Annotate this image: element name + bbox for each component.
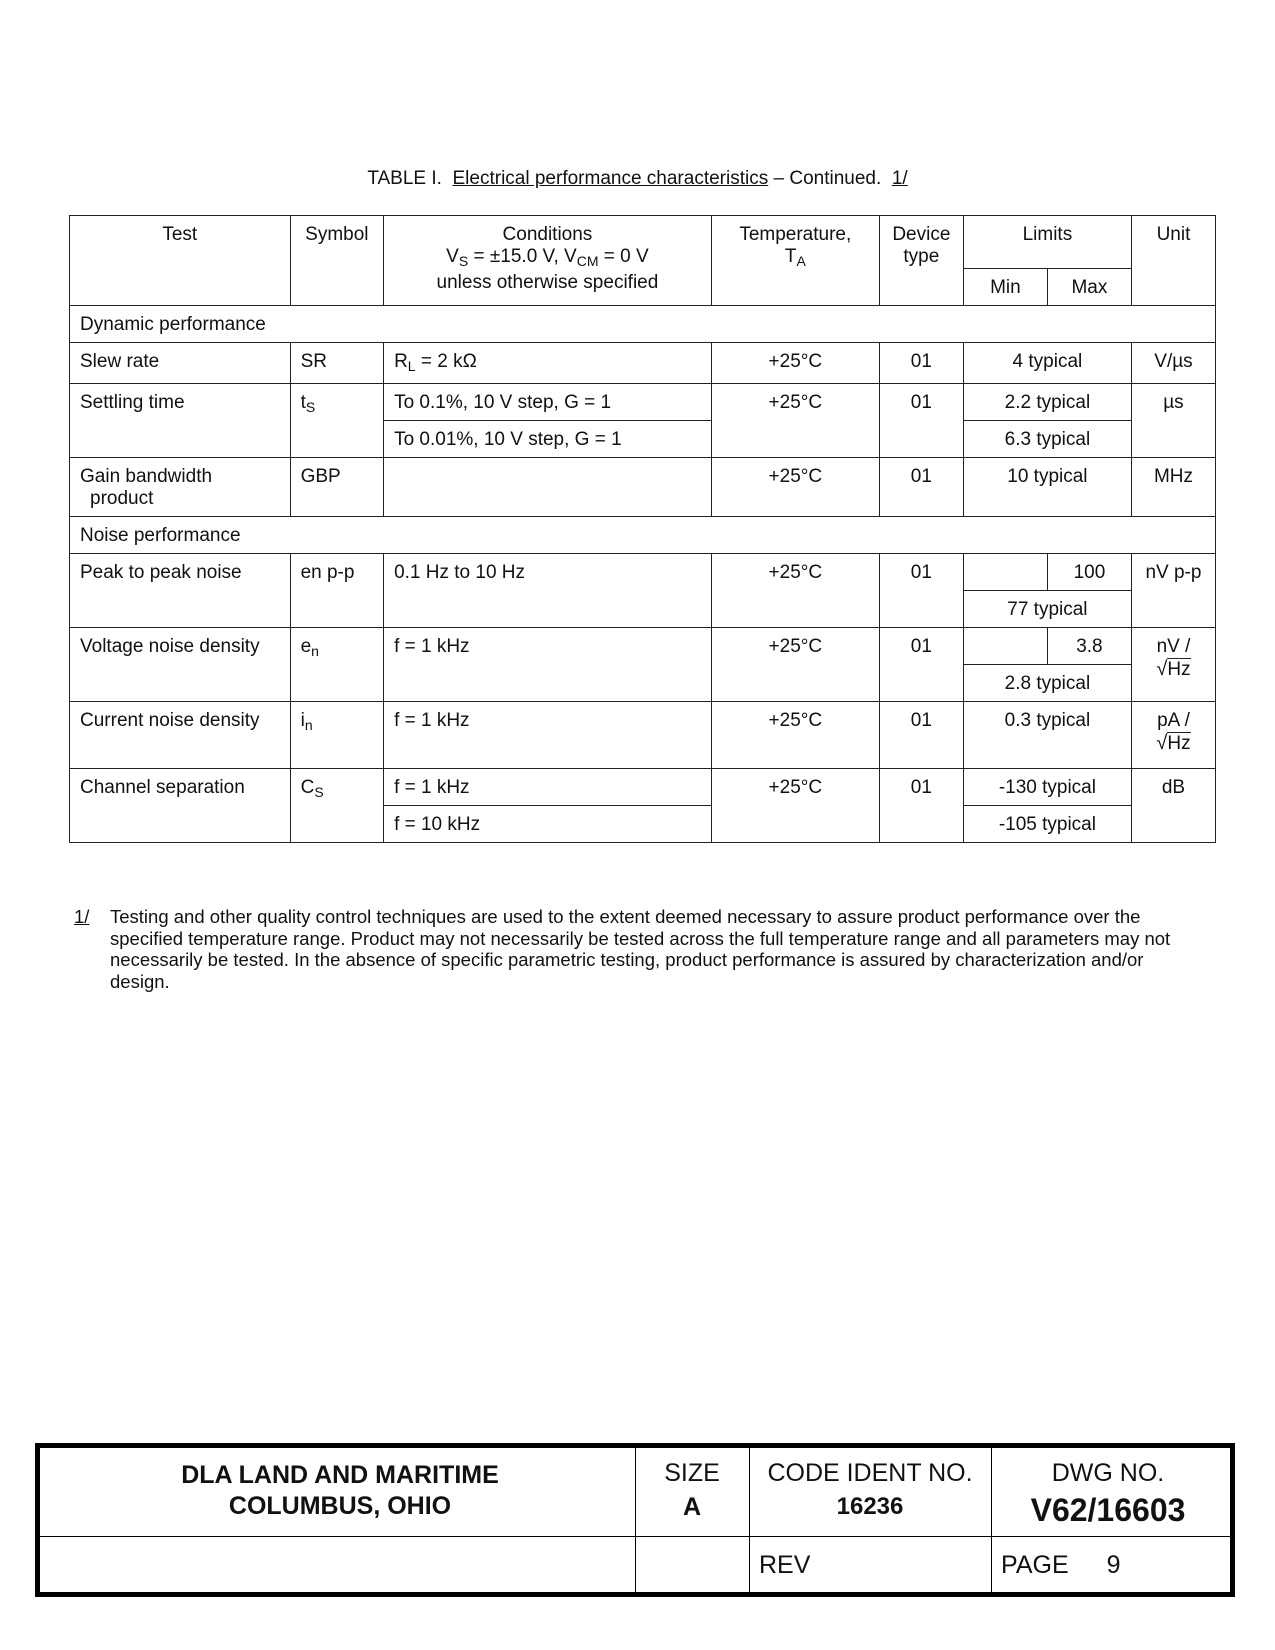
row-test: Peak to peak noise (70, 554, 291, 628)
row-symbol: en p-p (290, 554, 383, 628)
section-row (70, 517, 1216, 554)
row-conditions: To 0.01%, 10 V step, G = 1 (384, 421, 712, 458)
row-min (963, 554, 1047, 591)
header-min: Min (963, 269, 1047, 306)
row-unit: dB (1131, 769, 1215, 843)
performance-table (69, 215, 1216, 843)
caption-title: Electrical performance characteristics (452, 168, 769, 189)
table-row (70, 702, 1216, 769)
caption-prefix: TABLE I. (367, 168, 442, 189)
organization-location: COLUMBUS, OHIO (228, 1492, 452, 1520)
dwg-number: V62/16603 (1030, 1492, 1186, 1528)
header-max: Max (1047, 269, 1131, 306)
row-min (963, 628, 1047, 665)
row-device-type: 01 (879, 702, 963, 769)
page-label: PAGE (1001, 1551, 1069, 1579)
table-row (70, 628, 1216, 665)
row-limit: -130 typical (963, 769, 1131, 806)
caption-note-ref: 1/ (891, 168, 908, 189)
row-device-type: 01 (879, 384, 963, 458)
row-unit: V/µs (1131, 343, 1215, 384)
header-unit: Unit (1131, 216, 1215, 306)
row-conditions: f = 10 kHz (384, 806, 712, 843)
row-conditions: To 0.1%, 10 V step, G = 1 (384, 384, 712, 421)
header-symbol: Symbol (290, 216, 383, 306)
organization (40, 1460, 640, 1522)
row-temperature: +25°C (711, 769, 879, 843)
table-caption (0, 168, 1275, 190)
row-unit: nV / √Hz (1131, 628, 1215, 702)
row-conditions (384, 458, 712, 517)
row-symbol: $C_S$ (290, 769, 383, 843)
caption-suffix: – Continued. (773, 168, 882, 189)
footnote (72, 906, 1192, 992)
row-symbol: SR (290, 343, 383, 384)
row-test: Gain bandwidth product (70, 458, 291, 517)
row-limit: 2.8 typical (963, 665, 1131, 702)
row-temperature: +25°C (711, 702, 879, 769)
row-limit: 4 typical (963, 343, 1131, 384)
code-ident-value: 16236 (836, 1493, 904, 1520)
row-test: Channel separation (70, 769, 291, 843)
row-device-type: 01 (879, 458, 963, 517)
row-symbol: $t_S$ (290, 384, 383, 458)
row-unit: nV p-p (1131, 554, 1215, 628)
row-limit: 77 typical (963, 591, 1131, 628)
row-symbol: $e_n$ (290, 628, 383, 702)
header-conditions-title: Conditions (502, 224, 593, 245)
row-unit: MHz (1131, 458, 1215, 517)
row-conditions: f = 1 kHz (384, 628, 712, 702)
section-dynamic: Dynamic performance (70, 306, 1216, 343)
row-symbol: GBP (290, 458, 383, 517)
footnote-mark: 1/ (74, 906, 90, 927)
header-device-type: Device type (879, 216, 963, 306)
header-conditions-note: unless otherwise specified (436, 272, 659, 293)
sqrt-symbol: √Hz (1156, 732, 1191, 754)
row-temperature: +25°C (711, 343, 879, 384)
header-test: Test (70, 216, 291, 306)
row-temperature: +25°C (711, 628, 879, 702)
row-test: Voltage noise density (70, 628, 291, 702)
size-label: SIZE (664, 1459, 720, 1487)
header-conditions-supply: $V_S = \pm 15.0$ V, $V_{CM} = 0$ V (446, 246, 649, 269)
table-row (70, 769, 1216, 806)
size-value: A (682, 1493, 702, 1521)
row-symbol: $i_n$ (290, 702, 383, 769)
dwg-label: DWG NO. (1051, 1459, 1165, 1487)
sqrt-symbol: √Hz (1156, 658, 1191, 680)
row-limit: 0.3 typical (963, 702, 1131, 769)
row-device-type: 01 (879, 628, 963, 702)
page-cell (1001, 1551, 1121, 1580)
dwg-cell (991, 1456, 1225, 1530)
row-test: Slew rate (70, 343, 291, 384)
row-conditions: f = 1 kHz (384, 769, 712, 806)
table-row (70, 384, 1216, 421)
row-device-type: 01 (879, 343, 963, 384)
footnote-text: Testing and other quality control techniques are used to the extent deemed necessary to assure product performance over the specified temperature range. Product may not necessarily be tested across the full temperature range and all parameters may not necessarily be tested. In the absence of specific parametric testing, product performance is assured by characterization and/or design. (110, 906, 1171, 992)
row-max: 100 (1047, 554, 1131, 591)
code-ident-label: CODE IDENT NO. (767, 1459, 973, 1487)
row-device-type: 01 (879, 769, 963, 843)
row-test: Current noise density (70, 702, 291, 769)
row-conditions: 0.1 Hz to 10 Hz (384, 554, 712, 628)
table-row (70, 343, 1216, 384)
row-temperature: +25°C (711, 458, 879, 517)
row-conditions: f = 1 kHz (384, 702, 712, 769)
section-noise: Noise performance (70, 517, 1216, 554)
row-limit: 10 typical (963, 458, 1131, 517)
rev-label: REV (759, 1551, 811, 1579)
header-row (70, 216, 1216, 269)
size-cell (635, 1456, 749, 1524)
row-max: 3.8 (1047, 628, 1131, 665)
row-unit: pA / √Hz (1131, 702, 1215, 769)
section-row (70, 306, 1216, 343)
code-ident-cell (749, 1456, 991, 1524)
organization-name: DLA LAND AND MARITIME (181, 1461, 499, 1489)
row-test: Settling time (70, 384, 291, 458)
header-temperature: Temperature, $T_A$ (711, 216, 879, 306)
header-conditions (384, 216, 712, 306)
row-temperature: +25°C (711, 554, 879, 628)
table-row (70, 554, 1216, 591)
row-conditions: $R_L = 2$ kΩ (384, 343, 712, 384)
row-temperature: +25°C (711, 384, 879, 458)
table-row (70, 458, 1216, 517)
row-unit: µs (1131, 384, 1215, 458)
row-limit: 6.3 typical (963, 421, 1131, 458)
row-limit: -105 typical (963, 806, 1131, 843)
header-limits: Limits (963, 216, 1131, 269)
row-device-type: 01 (879, 554, 963, 628)
row-limit: 2.2 typical (963, 384, 1131, 421)
title-block (35, 1443, 1235, 1597)
page-number: 9 (1106, 1551, 1121, 1579)
